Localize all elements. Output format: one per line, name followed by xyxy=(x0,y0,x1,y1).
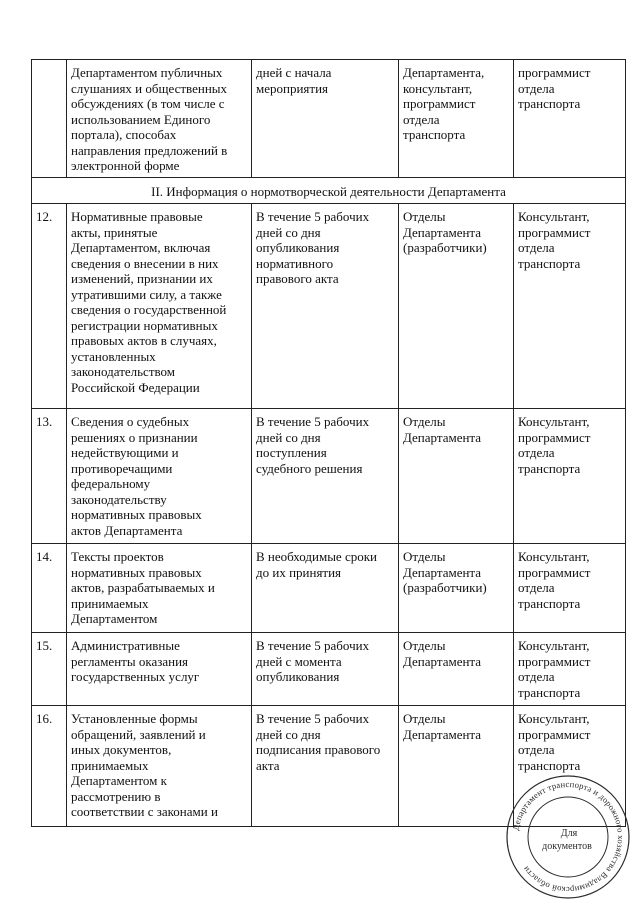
cell-publisher: Консультант, программист отдела транспорта xyxy=(514,204,626,409)
table-row xyxy=(32,204,626,409)
cell-publisher: Консультант, программист отдела транспорта xyxy=(514,633,626,706)
cell-content: Департаментом публичных слушаниях и общественных обсуждениях (в том числе с использованием Единого портала), способах направления предложений в электронной форме xyxy=(67,60,252,178)
cell-content: Установленные формы обращений, заявлений и иных документов, принимаемых Департаментом к рассмотрению в соответствии с законами и xyxy=(67,706,252,827)
table-row xyxy=(32,409,626,544)
stamp-center-text-2: документов xyxy=(542,841,592,852)
cell-deadline: В течение 5 рабочих дней со дня подписания правового акта xyxy=(252,706,399,827)
cell-deadline: В течение 5 рабочих дней с момента опубликования xyxy=(252,633,399,706)
stamp-center-text-1: Для xyxy=(560,828,578,839)
cell-deadline: В течение 5 рабочих дней со дня поступления судебного решения xyxy=(252,409,399,544)
cell-deadline: В течение 5 рабочих дней со дня опубликования нормативного правового акта xyxy=(252,204,399,409)
cell-responsible: Отделы Департамента xyxy=(399,633,514,706)
cell-publisher: Консультант, программист отдела транспорта xyxy=(514,706,626,827)
cell-number: 14. xyxy=(32,544,67,633)
cell-responsible: Департамента, консультант, программист отдела транспорта xyxy=(399,60,514,178)
cell-content: Тексты проектов нормативных правовых актов, разрабатываемых и принимаемых Департаментом xyxy=(67,544,252,633)
cell-content: Административные регламенты оказания государственных услуг xyxy=(67,633,252,706)
cell-responsible: Отделы Департамента xyxy=(399,706,514,827)
cell-deadline: дней с начала мероприятия xyxy=(252,60,399,178)
cell-number: 16. xyxy=(32,706,67,827)
section-title: II. Информация о нормотворческой деятельности Департамента xyxy=(32,177,626,204)
cell-publisher: программист отдела транспорта xyxy=(514,60,626,178)
stamp-ring-textpath: Департамент транспорта и дорожного хозяйства Владимирской области xyxy=(510,778,627,896)
cell-number: 15. xyxy=(32,633,67,706)
table-row-continued xyxy=(32,60,626,178)
section-header-row xyxy=(32,177,626,204)
official-stamp xyxy=(503,772,633,902)
table-row xyxy=(32,544,626,633)
cell-content: Нормативные правовые акты, принятые Департаментом, включая сведения о внесении в них изменений, признании их утратившими силу, а также сведения о государственной регистрации нормативных правовых актов в случаях, установленных законодательством Российской Федерации xyxy=(67,204,252,409)
cell-content: Сведения о судебных решениях о признании недействующими и противоречащими федеральному законодательству нормативных правовых актов Департамента xyxy=(67,409,252,544)
information-table xyxy=(31,59,626,827)
cell-responsible: Отделы Департамента xyxy=(399,409,514,544)
table-row xyxy=(32,633,626,706)
cell-number: 12. xyxy=(32,204,67,409)
cell-number xyxy=(32,60,67,178)
cell-responsible: Отделы Департамента (разработчики) xyxy=(399,204,514,409)
cell-number: 13. xyxy=(32,409,67,544)
cell-deadline: В необходимые сроки до их принятия xyxy=(252,544,399,633)
cell-publisher: Консультант, программист отдела транспорта xyxy=(514,409,626,544)
cell-responsible: Отделы Департамента (разработчики) xyxy=(399,544,514,633)
cell-publisher: Консультант, программист отдела транспорта xyxy=(514,544,626,633)
